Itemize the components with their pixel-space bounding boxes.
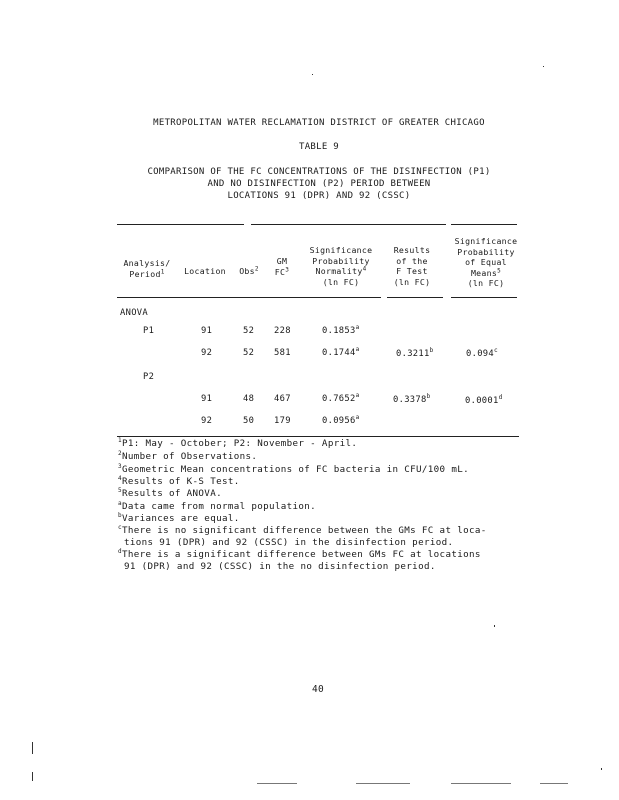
- table-top-rule-2: [251, 224, 446, 225]
- header-rule-2: [387, 297, 443, 298]
- scan-mark-bottom-2: [356, 783, 410, 784]
- footnote-a: $^a$Data came from normal population.: [118, 499, 317, 512]
- p2-row1-location: 91: [201, 394, 213, 404]
- p2-row1-normality: 0.7652$^a$: [322, 392, 360, 404]
- scan-mark-left-1: [32, 742, 33, 754]
- p2-row1-gm: 467: [274, 394, 291, 404]
- col-header-location: Location: [184, 266, 226, 276]
- p1-row2-location: 92: [201, 348, 213, 358]
- p2-ftest: 0.3378$^b$: [393, 393, 431, 405]
- scan-dot-2: [543, 66, 544, 67]
- col-header-analysis: Analysis/ Period$^1$: [123, 258, 171, 279]
- p1-equal-means: 0.094$^c$: [466, 347, 498, 359]
- p1-row1-gm: 228: [274, 326, 291, 336]
- agency-title: METROPOLITAN WATER RECLAMATION DISTRICT OF GREATER CHICAGO: [153, 118, 485, 128]
- scan-mark-bottom-3: [451, 783, 511, 784]
- page-number: 40: [312, 684, 325, 695]
- p2-row2-obs: 50: [243, 416, 255, 426]
- scan-mark-bottom-4: [540, 783, 568, 784]
- scan-dot-1: [312, 74, 313, 75]
- table-bottom-rule: [117, 436, 519, 437]
- table-label: TABLE 9: [298, 142, 340, 152]
- period-label-p2: P2: [143, 372, 155, 382]
- p1-row1-location: 91: [201, 326, 213, 336]
- p2-row2-location: 92: [201, 416, 213, 426]
- col-header-normality: Significance Probability Normality$^4$ (ln FC): [309, 245, 373, 287]
- scan-mark-bottom-1: [257, 783, 297, 784]
- p2-row1-obs: 48: [243, 394, 255, 404]
- scan-mark-left-2: [32, 772, 33, 781]
- scan-dot-4: [601, 768, 602, 770]
- footnote-d: $^d$There is a significant difference between GMs FC at locations: [118, 547, 481, 560]
- table-title-line-2: AND NO DISINFECTION (P2) PERIOD BETWEEN: [207, 179, 431, 189]
- footnote-1: $^1$P1: May - October; P2: November - April.: [118, 436, 358, 449]
- col-header-equal-means: Significance Probability of Equal Means$^5$ (ln FC): [454, 236, 518, 288]
- p1-ftest: 0.3211$^b$: [396, 347, 434, 359]
- footnote-b: $^b$Variances are equal.: [118, 511, 240, 524]
- footnote-c: $^c$There is no significant difference between the GMs FC at loca-: [118, 523, 487, 536]
- p1-row1-obs: 52: [243, 326, 255, 336]
- footnote-4: $^4$Results of K-S Test.: [118, 474, 240, 487]
- p2-row2-normality: 0.0956$^a$: [322, 414, 360, 426]
- period-label-p1: P1: [143, 326, 155, 336]
- footnote-c-continued: tions 91 (DPR) and 92 (CSSC) in the disinfection period.: [124, 537, 454, 548]
- section-label-anova: ANOVA: [120, 308, 148, 318]
- table-top-rule-1: [117, 224, 244, 225]
- p2-row2-gm: 179: [274, 416, 291, 426]
- p2-equal-means: 0.0001$^d$: [465, 394, 503, 406]
- col-header-ftest: Results of the F Test (ln FC): [393, 245, 431, 287]
- p1-row2-obs: 52: [243, 348, 255, 358]
- header-rule-3: [451, 297, 517, 298]
- p1-row2-gm: 581: [274, 348, 291, 358]
- footnote-5: $^5$Results of ANOVA.: [118, 486, 222, 499]
- col-header-obs: Obs$^2$: [239, 265, 259, 276]
- table-title-line-3: LOCATIONS 91 (DPR) AND 92 (CSSC): [227, 191, 411, 201]
- p1-row2-normality: 0.1744$^a$: [322, 346, 360, 358]
- footnote-d-continued: 91 (DPR) and 92 (CSSC) in the no disinfection period.: [124, 561, 436, 572]
- col-header-gm-fc: GM $FC^3$: [274, 256, 290, 277]
- table-top-rule-3: [451, 224, 517, 225]
- p1-row1-normality: 0.1853$^a$: [322, 324, 360, 336]
- scan-dot-3: [494, 625, 495, 627]
- footnote-3: $^3$Geometric Mean concentrations of FC bacteria in CFU/100 mL.: [118, 462, 469, 475]
- table-title-line-1: COMPARISON OF THE FC CONCENTRATIONS OF THE DISINFECTION (P1): [147, 167, 491, 177]
- footnote-2: $^2$Number of Observations.: [118, 449, 258, 462]
- header-rule-1: [117, 297, 381, 298]
